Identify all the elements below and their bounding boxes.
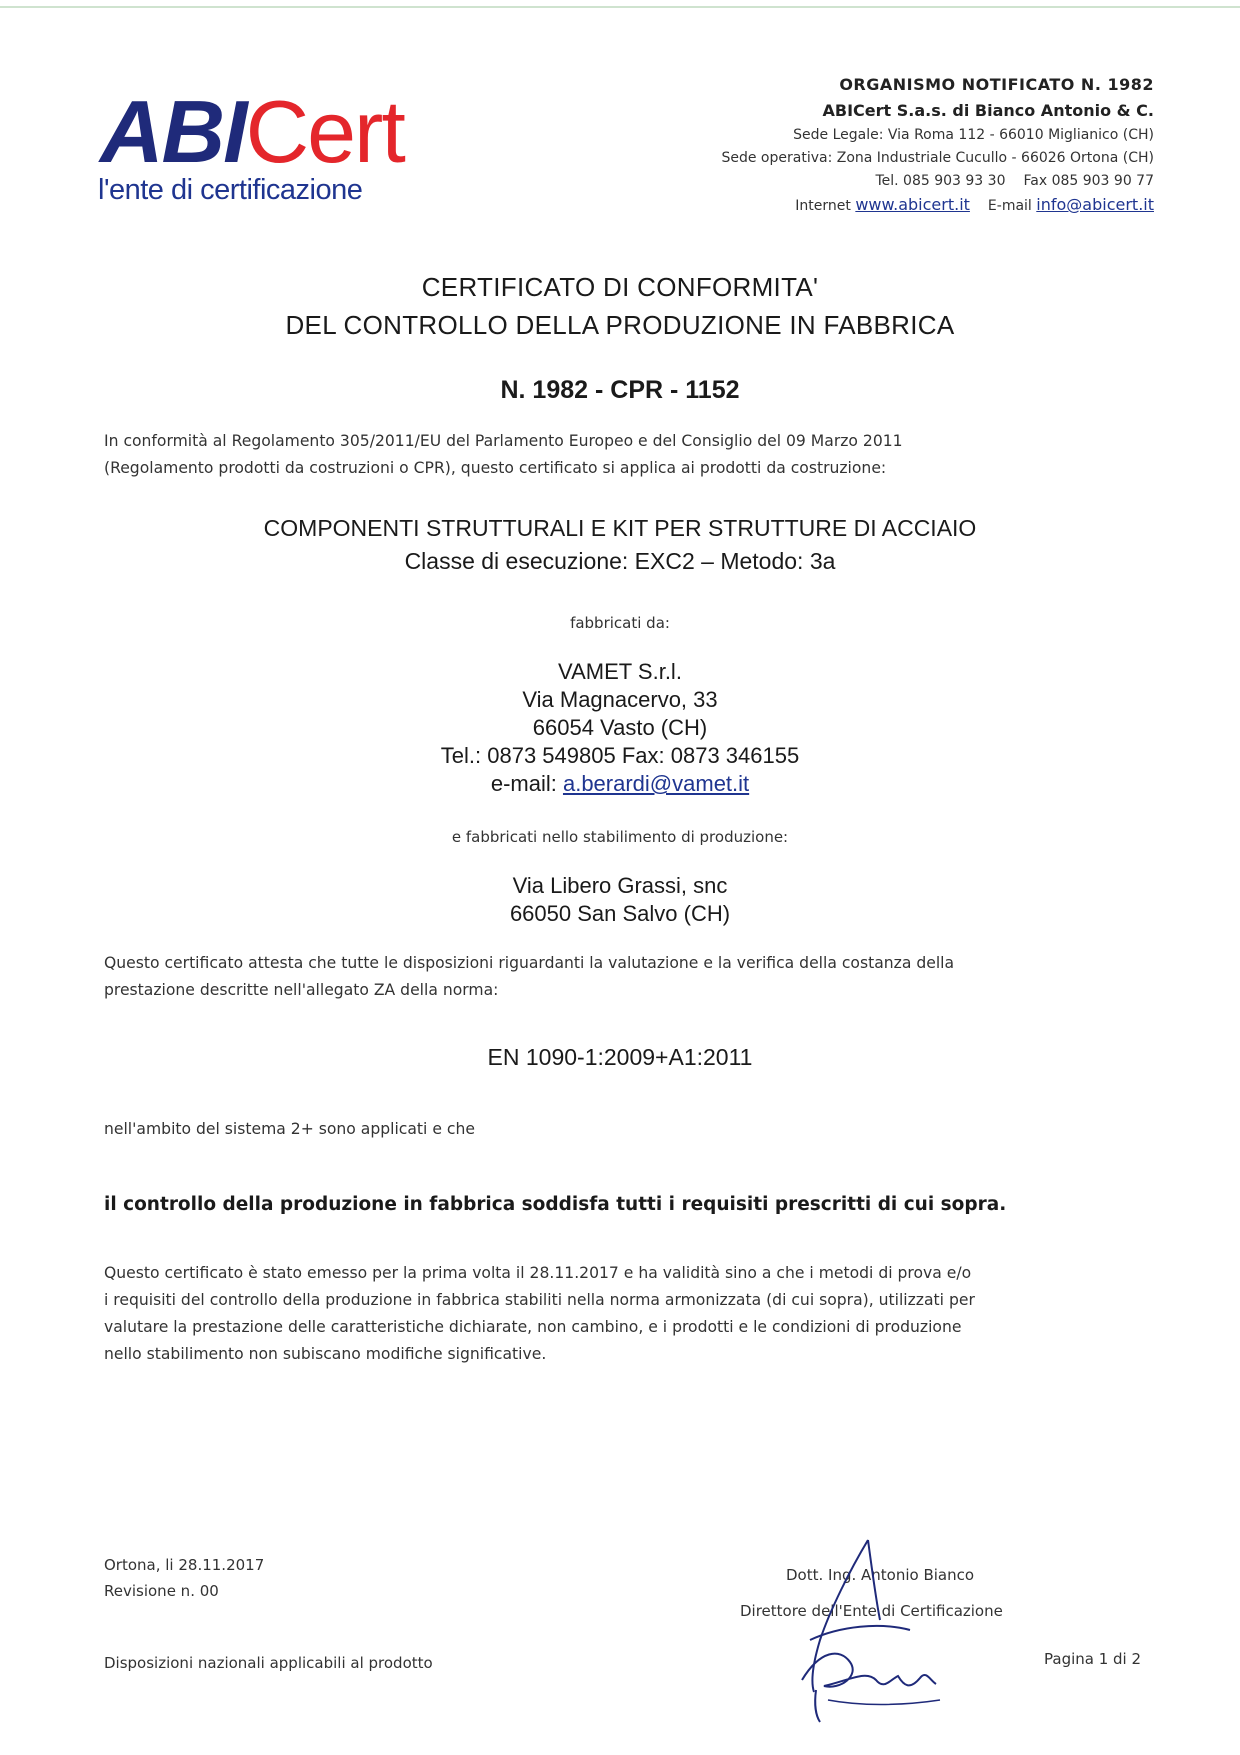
manufacturer-block [0, 658, 1240, 798]
website-link[interactable]: www.abicert.it [855, 195, 970, 214]
attest-line2: prestazione descritte nell'allegato ZA della norma: [104, 981, 499, 999]
place-date: Ortona, li 28.11.2017 [104, 1556, 265, 1574]
manufacturer-phones: Tel.: 0873 549805 Fax: 0873 346155 [440, 743, 800, 768]
validity-line3: valutare la prestazione delle caratteristiche dichiarate, non cambino, e i prodotti e le condizioni di produzione [104, 1318, 962, 1336]
legal-seat: Sede Legale: Via Roma 112 - 66010 Miglianico (CH) [793, 127, 1154, 143]
validity-line1: Questo certificato è stato emesso per la prima volta il 28.11.2017 e ha validità sino a che i metodi di prova e/o [104, 1264, 972, 1282]
signer-name: Dott. Ing. Antonio Bianco [786, 1566, 975, 1584]
operational-seat: Sede operativa: Zona Industriale Cucullo - 66026 Ortona (CH) [721, 150, 1154, 166]
organization-header [594, 72, 1154, 218]
intro-paragraph [104, 428, 1136, 482]
top-border-line [0, 6, 1240, 8]
signer-role: Direttore dell'Ente di Certificazione [740, 1602, 1003, 1620]
internet-label: Internet [795, 198, 851, 214]
standard-reference: EN 1090-1:2009+A1:2011 [487, 1044, 753, 1070]
validity-paragraph [104, 1260, 1136, 1368]
validity-line2: i requisiti del controllo della produzione in fabbrica stabiliti nella norma armonizzata (di cui sopra), utilizzati per [104, 1291, 975, 1309]
manufacturer-street: Via Magnacervo, 33 [522, 687, 718, 712]
plant-block [0, 872, 1240, 928]
fax: Fax 085 903 90 77 [1023, 173, 1154, 189]
logo-cert: Cert [245, 82, 404, 181]
logo-wordmark [100, 82, 404, 181]
email-label: E-mail [987, 198, 1032, 214]
certificate-title-line1: CERTIFICATO DI CONFORMITA' [421, 272, 819, 302]
company-name: ABICert S.a.s. di Bianco Antonio & C. [822, 101, 1154, 120]
page-number: Pagina 1 di 2 [1044, 1650, 1142, 1668]
manufacturer-name: VAMET S.r.l. [558, 659, 682, 684]
system-text: nell'ambito del sistema 2+ sono applicati e che [104, 1120, 475, 1138]
intro-line1: In conformità al Regolamento 305/2011/EU del Parlamento Europeo e del Consiglio del 09 Marzo 2011 [104, 432, 903, 450]
contact-phones [594, 170, 1154, 193]
certificate-number: N. 1982 - CPR - 1152 [500, 376, 740, 404]
notified-body: ORGANISMO NOTIFICATO N. 1982 [839, 75, 1154, 94]
attest-line1: Questo certificato attesta che tutte le disposizioni riguardanti la valutazione e la verifica della costanza della [104, 954, 955, 972]
revision: Revisione n. 00 [104, 1582, 219, 1600]
plant-street: Via Libero Grassi, snc [512, 873, 728, 898]
plant-city: 66050 San Salvo (CH) [509, 901, 731, 926]
contact-web [594, 193, 1154, 218]
manufacturer-email-row [0, 770, 1240, 798]
product-line2: Classe di esecuzione: EXC2 – Metodo: 3a [404, 548, 836, 574]
logo-tagline: l'ente di certificazione [98, 174, 363, 206]
manufacturer-email-label: e-mail: [490, 771, 557, 796]
email-link[interactable]: info@abicert.it [1036, 195, 1154, 214]
logo-abi: ABI [100, 82, 246, 181]
plant-label: e fabbricati nello stabilimento di produzione: [451, 828, 789, 846]
manufacturer-city: 66054 Vasto (CH) [532, 715, 708, 740]
tel: Tel. 085 903 93 30 [875, 173, 1006, 189]
manufacturer-email-link[interactable]: a.berardi@vamet.it [562, 771, 750, 796]
certificate-title-line2: DEL CONTROLLO DELLA PRODUZIONE IN FABBRICA [285, 310, 955, 340]
abicert-logo [96, 82, 436, 208]
handwritten-signature [780, 1530, 960, 1730]
product-line1: COMPONENTI STRUTTURALI E KIT PER STRUTTURE DI ACCIAIO [263, 515, 977, 541]
validity-line4: nello stabilimento non subiscano modifiche significative. [104, 1345, 547, 1363]
made-by-label: fabbricati da: [570, 614, 670, 632]
conclusion-statement: il controllo della produzione in fabbrica soddisfa tutti i requisiti prescritti di cui sopra. [104, 1194, 1007, 1215]
intro-line2: (Regolamento prodotti da costruzioni o CPR), questo certificato si applica ai prodotti da costruzione: [104, 459, 887, 477]
attest-paragraph [104, 950, 1136, 1004]
national-provisions: Disposizioni nazionali applicabili al prodotto [104, 1654, 433, 1672]
